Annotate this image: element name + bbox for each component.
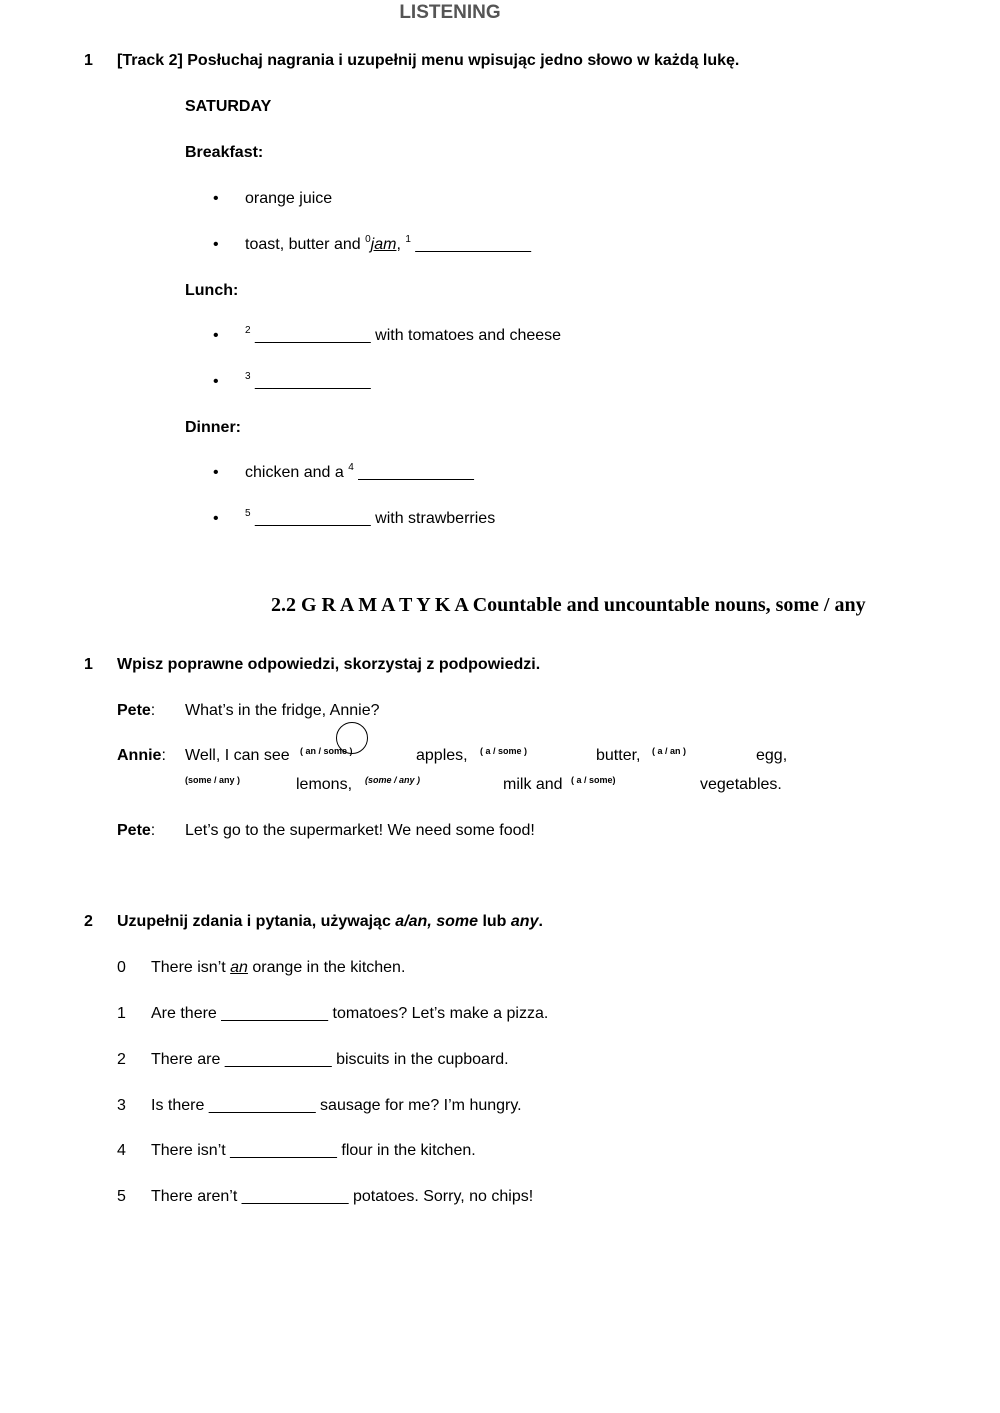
sentence: Is there ____________ sausage for me? I’m hungry. xyxy=(151,1097,522,1114)
dinner-item-gap xyxy=(245,464,474,482)
dialogue-text: apples, xyxy=(416,747,468,764)
bullet-icon: • xyxy=(213,464,219,481)
answer-blank[interactable]: ____________ xyxy=(230,1142,337,1159)
sentence-number: 2 xyxy=(117,1051,126,1068)
dialogue-text: vegetables. xyxy=(700,776,782,793)
hint-option[interactable]: (some / any ) xyxy=(185,775,241,785)
speaker-label: Pete: xyxy=(117,702,156,719)
gap-number: 3 xyxy=(245,371,251,382)
hint-option[interactable]: ( a / an ) xyxy=(652,746,687,756)
menu-day: SATURDAY xyxy=(185,98,272,115)
sentence: There isn’t an orange in the kitchen. xyxy=(151,959,406,976)
example-answer: an xyxy=(230,959,248,976)
sentence-number: 4 xyxy=(117,1142,126,1159)
gap-number: 4 xyxy=(348,462,354,473)
dialogue-line: Let’s go to the supermarket! We need some food! xyxy=(185,822,535,839)
dialogue-text: lemons, xyxy=(296,776,353,793)
selection-circle-icon xyxy=(336,722,368,754)
hint-option[interactable]: ( a / some ) xyxy=(480,746,528,756)
dialogue-text: Well, I can see xyxy=(185,747,290,764)
exercise-instruction: Wpisz poprawne odpowiedzi, skorzystaj z podpowiedzi. xyxy=(117,656,541,673)
sentence: Are there ____________ tomatoes? Let’s make a pizza. xyxy=(151,1005,549,1022)
breakfast-item: orange juice xyxy=(245,190,333,207)
item-text: toast, butter and xyxy=(245,236,361,253)
exercise-number: 1 xyxy=(84,656,93,673)
dialogue-text: butter, xyxy=(596,747,641,764)
section-heading: 2.2 G R A M A T Y K A Countable and uncountable nouns, some / any xyxy=(271,594,866,616)
gap-number: 2 xyxy=(245,325,251,336)
lunch-item-gap xyxy=(245,327,561,345)
answer-blank[interactable]: ____________ xyxy=(241,1188,349,1205)
speaker-label: Annie: xyxy=(117,747,166,764)
answer-blank[interactable]: _____________ xyxy=(358,464,474,481)
sentence-number: 3 xyxy=(117,1097,126,1114)
breakfast-label: Breakfast: xyxy=(185,144,264,161)
lunch-label: Lunch: xyxy=(185,282,239,299)
sentence-number: 1 xyxy=(117,1005,126,1022)
answer-blank[interactable]: _____________ xyxy=(255,373,371,390)
item-text: with tomatoes and cheese xyxy=(375,327,562,344)
dialogue-text: milk and xyxy=(503,776,563,793)
hint-option[interactable]: (some / any ) xyxy=(365,775,421,785)
sentence-number: 5 xyxy=(117,1188,126,1205)
exercise-number: 2 xyxy=(84,913,93,930)
sentence-number: 0 xyxy=(117,959,126,976)
sentence: There aren’t ____________ potatoes. Sorry, no chips! xyxy=(151,1188,534,1205)
exercise-instruction: Uzupełnij zdania i pytania, używając a/an, some lub any. xyxy=(117,913,543,930)
answer-blank[interactable]: ____________ xyxy=(224,1051,332,1068)
breakfast-item-gap xyxy=(245,236,531,254)
gap-number: 0 xyxy=(365,234,371,245)
bullet-icon: • xyxy=(213,510,219,527)
gap-number: 5 xyxy=(245,508,251,519)
answer-blank[interactable]: ____________ xyxy=(221,1005,329,1022)
answer-blank[interactable]: _____________ xyxy=(255,510,371,527)
bullet-icon: • xyxy=(213,373,219,390)
page-title: LISTENING xyxy=(399,2,501,23)
speaker-label: Pete: xyxy=(117,822,156,839)
bullet-icon: • xyxy=(213,190,219,207)
item-text: , xyxy=(396,236,401,253)
bullet-icon: • xyxy=(213,327,219,344)
dialogue-text: egg, xyxy=(756,747,788,764)
answer-blank[interactable]: _____________ xyxy=(415,236,532,253)
sentence: There isn’t ____________ flour in the kitchen. xyxy=(151,1142,476,1159)
exercise-instruction: [Track 2] Posłuchaj nagrania i uzupełnij menu wpisując jedno słowo w każdą lukę. xyxy=(117,52,740,69)
item-text: with strawberries xyxy=(375,510,496,527)
example-answer: jam xyxy=(370,236,397,253)
answer-blank[interactable]: ____________ xyxy=(208,1097,316,1114)
hint-option[interactable]: ( an / some ) xyxy=(300,746,353,756)
item-text: chicken and a xyxy=(245,464,344,481)
hint-option[interactable]: ( a / some) xyxy=(571,775,616,785)
exercise-number: 1 xyxy=(84,52,93,69)
gap-number: 1 xyxy=(405,234,411,245)
lunch-item-gap xyxy=(245,373,371,391)
bullet-icon: • xyxy=(213,236,219,253)
sentence: There are ____________ biscuits in the cupboard. xyxy=(151,1051,509,1068)
dinner-item-gap xyxy=(245,510,495,528)
answer-blank[interactable]: _____________ xyxy=(255,327,371,344)
dialogue-line: What’s in the fridge, Annie? xyxy=(185,702,380,719)
dinner-label: Dinner: xyxy=(185,419,241,436)
